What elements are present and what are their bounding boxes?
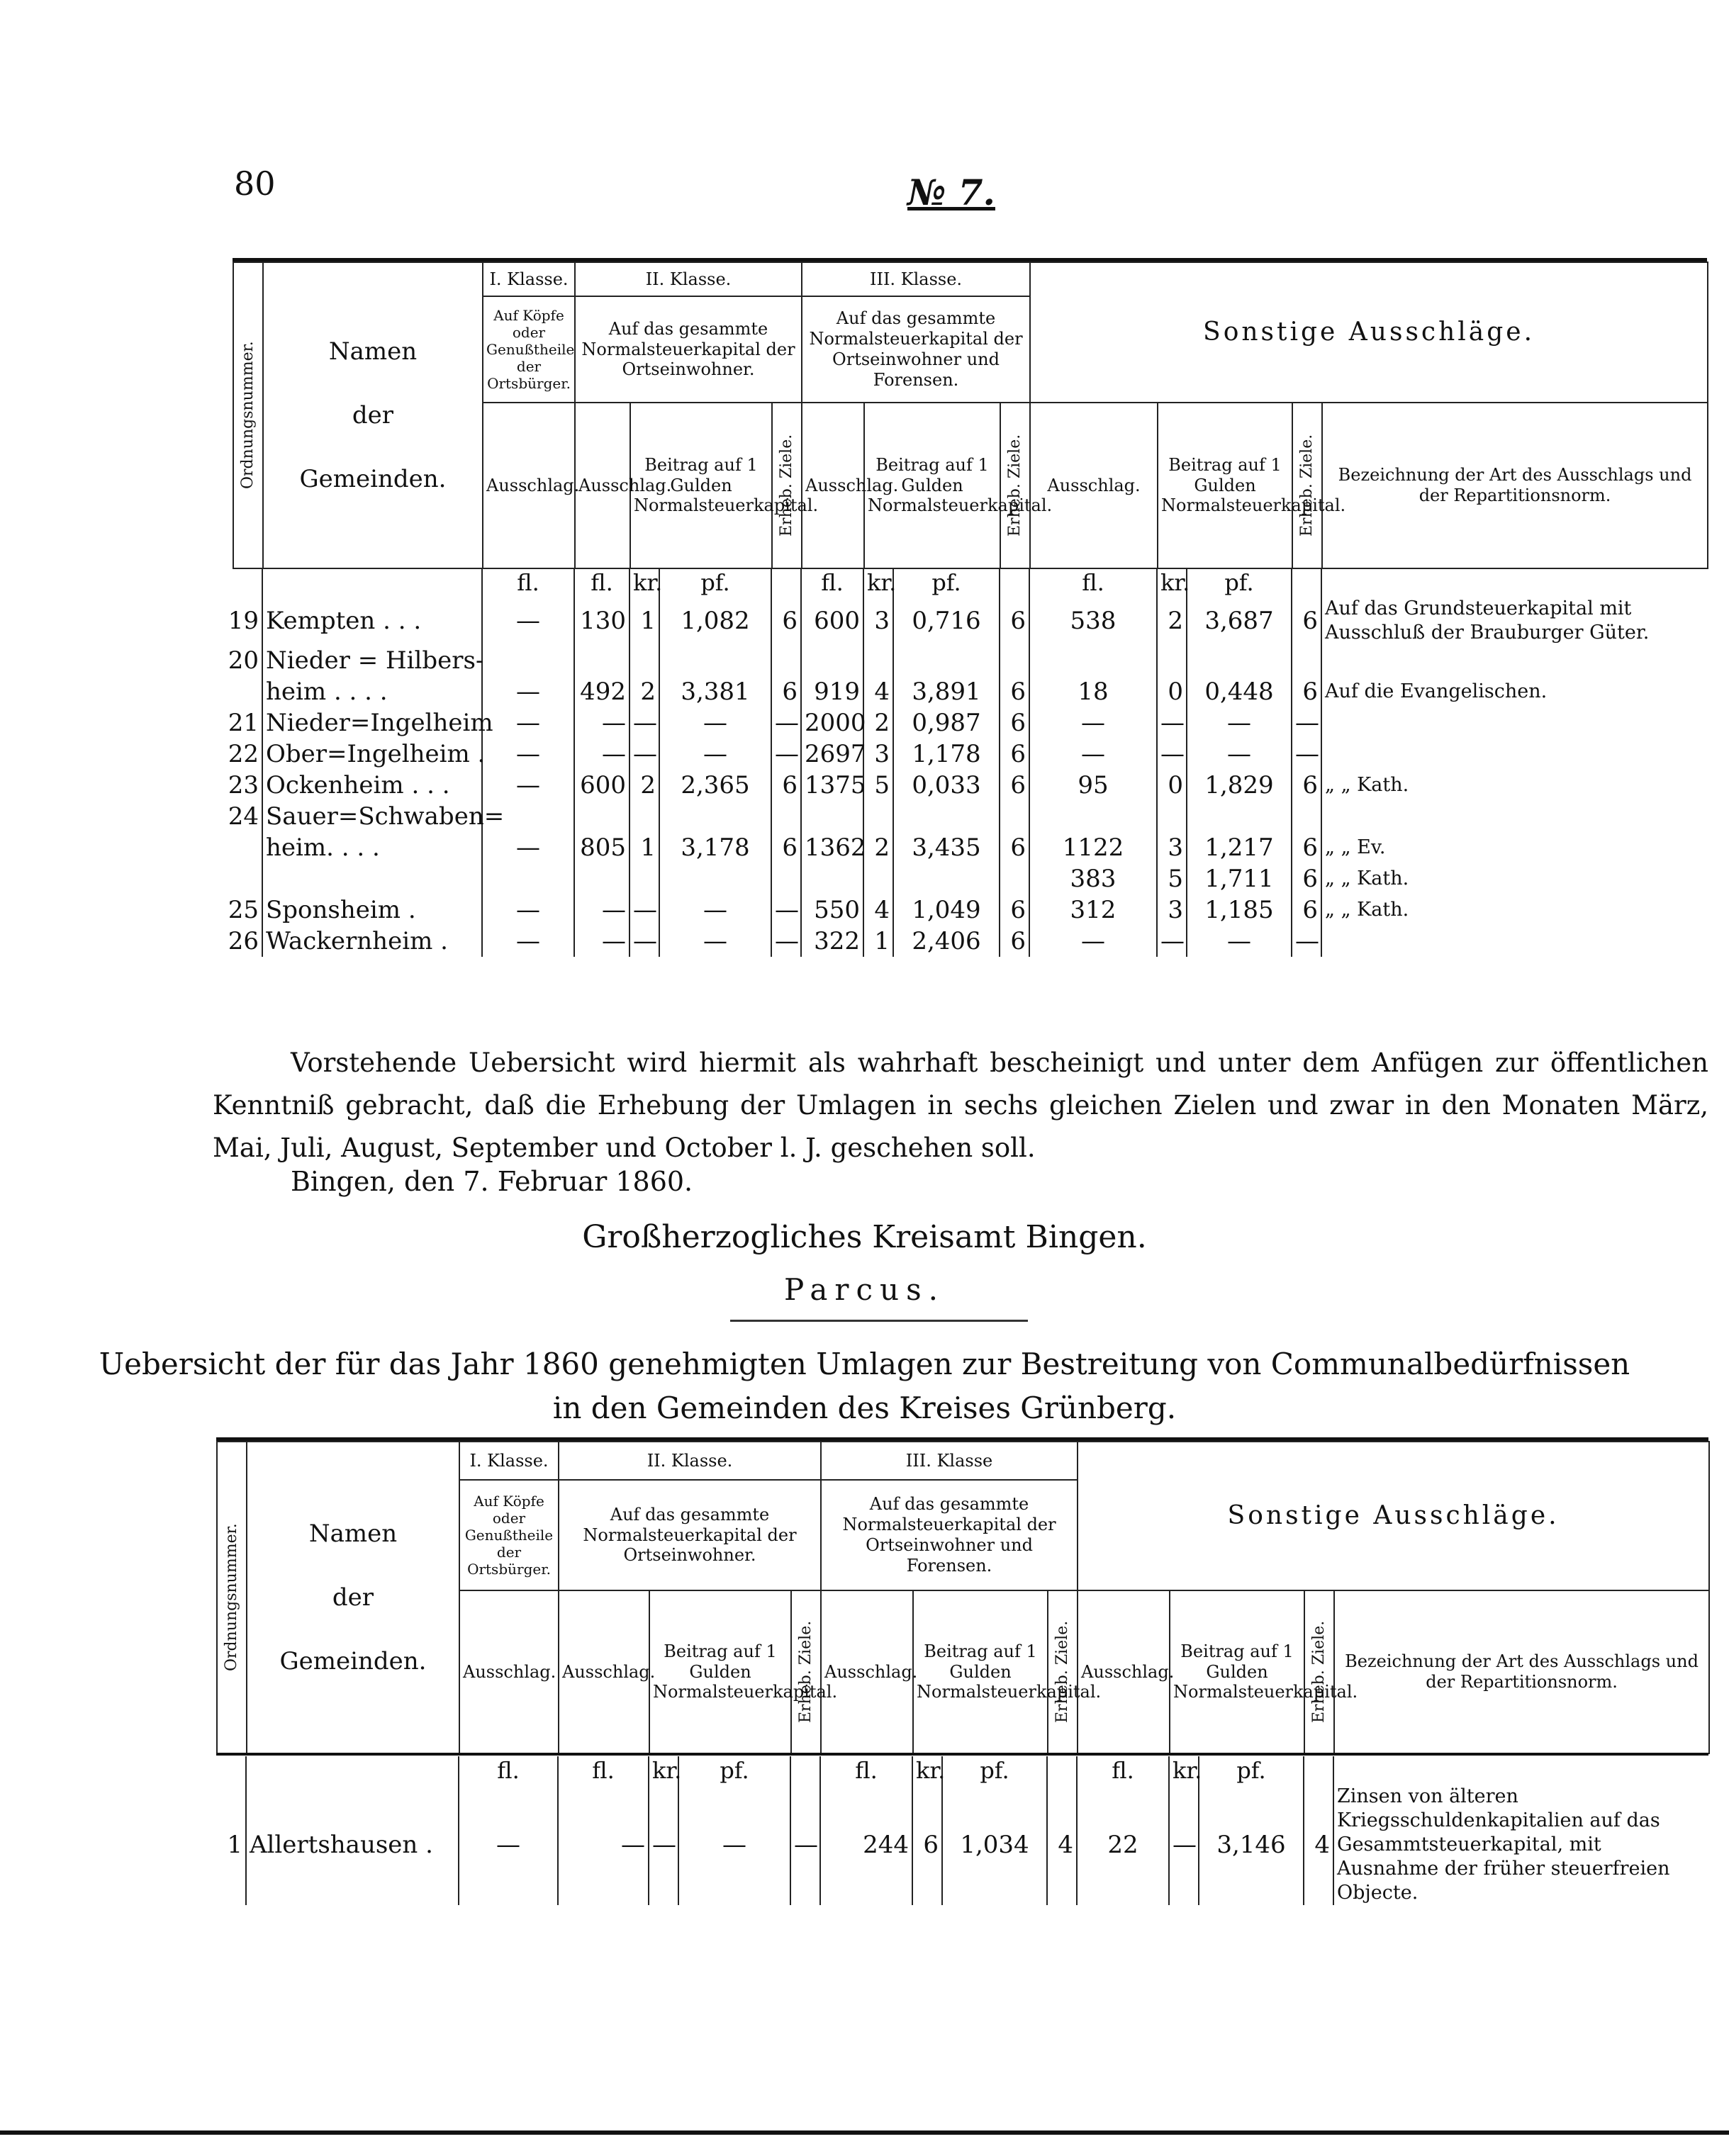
cell-s-pf: — [1187, 926, 1292, 957]
klasse3-desc-2: Auf das gesammte Normalsteuerkapital der Ortseinwohner und Forensen. [821, 1480, 1078, 1590]
table2-header [216, 1441, 1710, 1754]
k3-ziele: Erheb. Ziele. [1000, 403, 1030, 568]
cell-remark: „ „ Ev. [1321, 832, 1707, 863]
cell-s-z: — [1292, 926, 1321, 957]
cell-k3-fl: 2000 [801, 707, 863, 739]
cell-name: Ockenheim . . . [262, 770, 482, 801]
table-row [206, 926, 1707, 957]
cell-s-pf: 1,217 [1187, 832, 1292, 863]
table-row [206, 645, 1707, 676]
unit-pf: pf. [678, 1756, 790, 1785]
cell-s-kr: — [1157, 926, 1187, 957]
cell-nr: 23 [228, 771, 259, 799]
table-row [206, 676, 1707, 707]
cell-k3-z [1000, 645, 1029, 676]
cell-k3-z [1000, 863, 1029, 894]
cell-k3-pf [893, 863, 1000, 894]
cell-k2-pf: 1,082 [659, 597, 771, 645]
k2-ziele-2: Erheb. Ziele. [791, 1590, 821, 1753]
cell-k2-kr: — [630, 739, 659, 770]
cell-remark [1321, 801, 1707, 832]
cell-k2-z [771, 801, 801, 832]
cell-s-kr: 3 [1157, 894, 1187, 926]
klasse1-header: I. Klasse. [483, 262, 575, 296]
klasse3-header-2: III. Klasse [821, 1442, 1078, 1480]
unit-fl: fl. [482, 568, 574, 597]
klasse1-desc: Auf Köpfe oder Genußtheile der Ortsbürger. [483, 296, 575, 403]
unit-fl: fl. [1077, 1756, 1169, 1785]
unit-kr: kr. [863, 568, 893, 597]
cell-nr [206, 676, 262, 707]
cell-k3-pf: 1,049 [893, 894, 1000, 926]
cell-name: Sponsheim . [262, 894, 482, 926]
k1-ausschlag: Ausschlag. [483, 403, 575, 568]
bezeichnung-header: Bezeichnung der Art des Ausschlags und der Repartitionsnorm. [1322, 403, 1708, 568]
cell-k2-z [771, 645, 801, 676]
cell-k2-fl [574, 801, 630, 832]
heading2-line1: Uebersicht der für das Jahr 1860 genehmigten Umlagen zur Bestreitung von Communalbedürfnissen [99, 1347, 1630, 1381]
k3-beitrag: Beitrag auf 1 Gulden Normalsteuerkapital. [864, 403, 1000, 568]
cell-remark [1321, 739, 1707, 770]
cell-k2-z: 6 [771, 597, 801, 645]
k2-ausschlag-2: Ausschlag. [559, 1590, 649, 1753]
cell-remark: Auf die Evangelischen. [1321, 676, 1707, 707]
unit-kr: kr. [1157, 568, 1187, 597]
cell-s-kr: 0 [1157, 676, 1187, 707]
cell-s-kr: 0 [1157, 770, 1187, 801]
place-date: Bingen, den 7. Februar 1860. [291, 1166, 693, 1197]
cell-k3-fl [801, 863, 863, 894]
cell-k3-kr [863, 863, 893, 894]
unit-fl: fl. [459, 1756, 558, 1785]
klasse1-desc-2: Auf Köpfe oder Genußtheile der Ortsbürger. [459, 1480, 559, 1590]
cell-s-pf: — [1187, 707, 1292, 739]
cell-k1: — [482, 707, 574, 739]
k1-ausschlag-2: Ausschlag. [459, 1590, 559, 1753]
cell-k2-pf: — [659, 707, 771, 739]
cell-nr: 24 [228, 802, 259, 831]
klasse2-desc-2: Auf das gesammte Normalsteuerkapital der Ortseinwohner. [559, 1480, 821, 1590]
cell-k3-fl: 2697 [801, 739, 863, 770]
cell-k3-pf: 0,987 [893, 707, 1000, 739]
table-row [206, 707, 1707, 739]
cell-s-fl: 22 [1077, 1785, 1169, 1905]
cell-k3-kr: 2 [863, 832, 893, 863]
cell-name: Nieder=Ingelheim [262, 707, 482, 739]
cell-k3-kr: 3 [863, 597, 893, 645]
unit-kr: kr. [630, 568, 659, 597]
cell-s-pf [1187, 645, 1292, 676]
cell-k2-z: — [771, 707, 801, 739]
signatory: Parcus. [784, 1272, 945, 1307]
cell-s-z: 6 [1292, 770, 1321, 801]
cell-k3-kr [863, 801, 893, 832]
cell-k3-z: 6 [1000, 926, 1029, 957]
cell-name: Ober=Ingelheim . [262, 739, 482, 770]
unit-pf: pf. [942, 1756, 1047, 1785]
cell-k3-pf: 0,033 [893, 770, 1000, 801]
cell-k2-kr: 2 [630, 770, 659, 801]
cell-s-fl [1029, 645, 1157, 676]
k2-ziele: Erheb. Ziele. [772, 403, 802, 568]
cell-k3-kr: 2 [863, 707, 893, 739]
cell-k2-pf: 3,178 [659, 832, 771, 863]
s-ziele: Erheb. Ziele. [1292, 403, 1322, 568]
sonstige-header-2: Sonstige Ausschläge. [1078, 1442, 1709, 1590]
cell-k3-pf: 3,435 [893, 832, 1000, 863]
cell-k3-pf: 0,716 [893, 597, 1000, 645]
cell-k3-kr: 4 [863, 676, 893, 707]
cell-k3-kr: 6 [912, 1785, 942, 1905]
cell-nr: 22 [228, 740, 259, 768]
s-ausschlag: Ausschlag. [1030, 403, 1158, 568]
cell-s-kr: — [1157, 707, 1187, 739]
cell-k2-pf [659, 645, 771, 676]
cell-s-kr: 5 [1157, 863, 1187, 894]
cell-k2-kr [630, 863, 659, 894]
klasse2-desc: Auf das gesammte Normalsteuerkapital der Ortseinwohner. [575, 296, 802, 403]
k3-ausschlag-2: Ausschlag. [821, 1590, 913, 1753]
cell-k1 [482, 645, 574, 676]
cell-remark: Zinsen von älteren Kriegsschuldenkapitalien auf das Gesammtsteuerkapital, mit Ausnahme der früher steuerfreien Objecte. [1333, 1785, 1708, 1905]
cell-name: Sauer=Schwaben= [262, 801, 482, 832]
cell-k3-fl: 1362 [801, 832, 863, 863]
cell-remark [1321, 707, 1707, 739]
unit-fl: fl. [1029, 568, 1157, 597]
cell-k3-fl: 244 [820, 1785, 912, 1905]
cell-s-kr: — [1157, 739, 1187, 770]
cell-k1: — [482, 926, 574, 957]
unit-fl: fl. [820, 1756, 912, 1785]
cell-nr [206, 832, 262, 863]
cell-nr: 1 [227, 1831, 242, 1859]
cell-k2-z: — [790, 1785, 820, 1905]
cell-s-pf: 0,448 [1187, 676, 1292, 707]
cell-k2-fl: 492 [574, 676, 630, 707]
cell-name: Kempten . . . [262, 597, 482, 645]
bezeichnung-header-2: Bezeichnung der Art des Ausschlags und der Repartitionsnorm. [1334, 1590, 1709, 1753]
cell-nr: 20 [228, 646, 259, 675]
cell-k2-z [771, 863, 801, 894]
unit-kr: kr. [649, 1756, 678, 1785]
cell-k2-fl: 600 [574, 770, 630, 801]
k3-beitrag-2: Beitrag auf 1 Gulden Normalsteuerkapital. [913, 1590, 1048, 1753]
cell-k2-kr: 1 [630, 597, 659, 645]
cell-k3-z: 6 [1000, 739, 1029, 770]
cell-k3-pf [893, 645, 1000, 676]
table-row [206, 770, 1707, 801]
cell-k2-z: 6 [771, 832, 801, 863]
ordnungsnummer-header: Ordnungsnummer. [233, 262, 263, 568]
table1-header [233, 262, 1708, 569]
cell-k3-pf: 1,034 [942, 1785, 1047, 1905]
table-row [206, 832, 1707, 863]
cell-remark [1321, 926, 1707, 957]
cell-s-fl [1029, 801, 1157, 832]
k2-beitrag-2: Beitrag auf 1 Gulden Normalsteuerkapital. [649, 1590, 791, 1753]
cell-s-z: — [1292, 739, 1321, 770]
cell-s-z: 6 [1292, 832, 1321, 863]
cell-s-pf: 3,146 [1199, 1785, 1304, 1905]
table1-body [206, 568, 1707, 957]
unit-fl: fl. [801, 568, 863, 597]
cell-k3-pf [893, 801, 1000, 832]
cell-remark: „ „ Kath. [1321, 863, 1707, 894]
cell-k1 [482, 863, 574, 894]
cell-k1: — [459, 1785, 558, 1905]
cell-s-kr: 3 [1157, 832, 1187, 863]
k3-ausschlag: Ausschlag. [802, 403, 864, 568]
table-row [206, 863, 1707, 894]
cell-k2-kr: 1 [630, 832, 659, 863]
cell-k2-kr [630, 801, 659, 832]
unit-kr: kr. [1169, 1756, 1199, 1785]
cell-k3-fl: 550 [801, 894, 863, 926]
cell-k3-z [1000, 801, 1029, 832]
cell-s-fl: — [1029, 926, 1157, 957]
scan-bottom-edge [0, 2130, 1729, 2135]
cell-s-kr: — [1169, 1785, 1199, 1905]
cell-k3-kr: 3 [863, 739, 893, 770]
cell-s-fl: 95 [1029, 770, 1157, 801]
cell-k2-z: — [771, 926, 801, 957]
ordnungsnummer-header-2: Ordnungsnummer. [217, 1442, 247, 1753]
cell-nr [206, 863, 262, 894]
cell-k2-fl: 805 [574, 832, 630, 863]
unit-pf: pf. [1199, 1756, 1304, 1785]
cell-name: Nieder = Hilbers- [262, 645, 482, 676]
cell-name: heim. . . . [262, 832, 482, 863]
cell-nr: 26 [228, 927, 259, 955]
cell-k3-pf: 3,891 [893, 676, 1000, 707]
cell-k2-pf: — [659, 926, 771, 957]
cell-k2-z: 6 [771, 770, 801, 801]
cell-k2-kr: 2 [630, 676, 659, 707]
cell-s-z: — [1292, 707, 1321, 739]
cell-k2-pf [659, 801, 771, 832]
cell-k3-fl: 322 [801, 926, 863, 957]
cell-s-fl: 538 [1029, 597, 1157, 645]
cell-k2-fl [574, 863, 630, 894]
cell-k3-pf: 1,178 [893, 739, 1000, 770]
cell-s-pf: 3,687 [1187, 597, 1292, 645]
cell-s-z: 4 [1304, 1785, 1333, 1905]
s-ausschlag-2: Ausschlag. [1078, 1590, 1170, 1753]
cell-k2-kr: — [630, 707, 659, 739]
document-number: № 7. [907, 172, 995, 213]
klasse1-header-2: I. Klasse. [459, 1442, 559, 1480]
cell-k2-pf: — [659, 739, 771, 770]
cell-name: Wackernheim . [262, 926, 482, 957]
cell-name [262, 863, 482, 894]
cell-k3-kr: 1 [863, 926, 893, 957]
cell-k2-kr: — [630, 894, 659, 926]
cell-s-z [1292, 645, 1321, 676]
klasse2-header: II. Klasse. [575, 262, 802, 296]
cell-s-pf: — [1187, 739, 1292, 770]
cell-k2-fl: — [574, 739, 630, 770]
cell-nr: 21 [228, 709, 259, 737]
cell-remark [1321, 645, 1707, 676]
header-bottom-rule-2 [216, 1753, 1708, 1756]
cell-k1: — [482, 597, 574, 645]
cell-k3-z: 6 [1000, 707, 1029, 739]
separator-line [730, 1320, 1028, 1322]
unit-fl: fl. [558, 1756, 649, 1785]
cell-s-z: 6 [1292, 863, 1321, 894]
unit-pf: pf. [659, 568, 771, 597]
cell-s-fl: 1122 [1029, 832, 1157, 863]
namen-header: Namen der Gemeinden. [263, 262, 483, 568]
s-beitrag-2: Beitrag auf 1 Gulden Normalsteuerkapital. [1170, 1590, 1304, 1753]
k2-ausschlag: Ausschlag. [575, 403, 630, 568]
table2-body [206, 1756, 1708, 1905]
cell-k2-kr: — [630, 926, 659, 957]
cell-s-z: 6 [1292, 676, 1321, 707]
cell-remark: „ „ Kath. [1321, 770, 1707, 801]
cell-k2-fl [574, 645, 630, 676]
cell-k3-fl: 600 [801, 597, 863, 645]
table-row [206, 894, 1707, 926]
sonstige-header: Sonstige Ausschläge. [1030, 262, 1708, 403]
cell-k2-pf: — [659, 894, 771, 926]
cell-k3-fl: 919 [801, 676, 863, 707]
cell-k3-fl: 1375 [801, 770, 863, 801]
cell-k2-fl: — [574, 894, 630, 926]
cell-k3-z: 6 [1000, 597, 1029, 645]
table-row [206, 1785, 1708, 1905]
cell-s-kr: 2 [1157, 597, 1187, 645]
cell-k3-z: 6 [1000, 832, 1029, 863]
cell-s-kr [1157, 645, 1187, 676]
k2-beitrag: Beitrag auf 1 Gulden Normalsteuerkapital. [630, 403, 772, 568]
klasse3-desc: Auf das gesammte Normalsteuerkapital der Ortseinwohner und Forensen. [802, 296, 1030, 403]
cell-k1: — [482, 832, 574, 863]
cell-k2-pf: 3,381 [659, 676, 771, 707]
cell-s-fl: — [1029, 739, 1157, 770]
issuing-authority: Großherzogliches Kreisamt Bingen. [582, 1219, 1147, 1255]
certification-text: Vorstehende Uebersicht wird hiermit als wahrhaft bescheinigt und unter dem Anfügen zur öffentlichen Kenntniß gebracht, daß die Erhebung der Umlagen in sechs gleichen Zielen und zwar in den Monaten März, Mai, Juli, August, September und October l. J. geschehen soll. [213, 1048, 1708, 1163]
cell-k2-kr: — [649, 1785, 678, 1905]
cell-k2-pf: 2,365 [659, 770, 771, 801]
cell-k3-kr [863, 645, 893, 676]
cell-k3-fl [801, 645, 863, 676]
heading2-line2: in den Gemeinden des Kreises Grünberg. [552, 1391, 1177, 1425]
cell-k3-pf: 2,406 [893, 926, 1000, 957]
cell-s-fl: — [1029, 707, 1157, 739]
s-beitrag: Beitrag auf 1 Gulden Normalsteuerkapital. [1158, 403, 1292, 568]
namen-header-2: Namen der Gemeinden. [247, 1442, 459, 1753]
cell-k2-kr [630, 645, 659, 676]
cell-s-fl: 312 [1029, 894, 1157, 926]
klasse3-header: III. Klasse. [802, 262, 1030, 296]
cell-k3-z: 6 [1000, 894, 1029, 926]
cell-k3-fl [801, 801, 863, 832]
cell-k1: — [482, 770, 574, 801]
cell-s-pf: 1,711 [1187, 863, 1292, 894]
cell-s-z: 6 [1292, 597, 1321, 645]
cell-k2-pf: — [678, 1785, 790, 1905]
unit-pf: pf. [893, 568, 1000, 597]
unit-fl: fl. [574, 568, 630, 597]
cell-k3-z: 6 [1000, 676, 1029, 707]
cell-k2-pf [659, 863, 771, 894]
cell-k2-fl: 130 [574, 597, 630, 645]
cell-k2-fl: — [574, 707, 630, 739]
cell-k2-fl: — [558, 1785, 649, 1905]
cell-s-pf [1187, 801, 1292, 832]
table-row [206, 739, 1707, 770]
cell-k3-kr: 5 [863, 770, 893, 801]
s-ziele-2: Erheb. Ziele. [1304, 1590, 1334, 1753]
cell-remark: Auf das Grundsteuerkapital mit Ausschluß der Brauburger Güter. [1321, 597, 1707, 645]
cell-s-kr [1157, 801, 1187, 832]
cell-s-fl: 18 [1029, 676, 1157, 707]
unit-kr: kr. [912, 1756, 942, 1785]
cell-s-z: 6 [1292, 894, 1321, 926]
cell-s-pf: 1,185 [1187, 894, 1292, 926]
klasse2-header-2: II. Klasse. [559, 1442, 821, 1480]
unit-pf: pf. [1187, 568, 1292, 597]
cell-k3-z: 6 [1000, 770, 1029, 801]
cell-s-z [1292, 801, 1321, 832]
cell-k3-kr: 4 [863, 894, 893, 926]
cell-s-pf: 1,829 [1187, 770, 1292, 801]
cell-s-fl: 383 [1029, 863, 1157, 894]
k3-ziele-2: Erheb. Ziele. [1048, 1590, 1078, 1753]
cell-k2-z: — [771, 739, 801, 770]
page-number: 80 [234, 164, 276, 203]
cell-nr: 25 [228, 896, 259, 924]
cell-k2-fl: — [574, 926, 630, 957]
table-row [206, 597, 1707, 645]
cell-remark: „ „ Kath. [1321, 894, 1707, 926]
cell-k3-z: 4 [1047, 1785, 1077, 1905]
cell-k2-z: — [771, 894, 801, 926]
cell-k1: — [482, 676, 574, 707]
cell-k1: — [482, 739, 574, 770]
cell-k1: — [482, 894, 574, 926]
table-row [206, 801, 1707, 832]
cell-nr: 19 [228, 607, 259, 635]
cell-name: Allertshausen . [246, 1785, 459, 1905]
cell-k2-z: 6 [771, 676, 801, 707]
cell-name: heim . . . . [262, 676, 482, 707]
